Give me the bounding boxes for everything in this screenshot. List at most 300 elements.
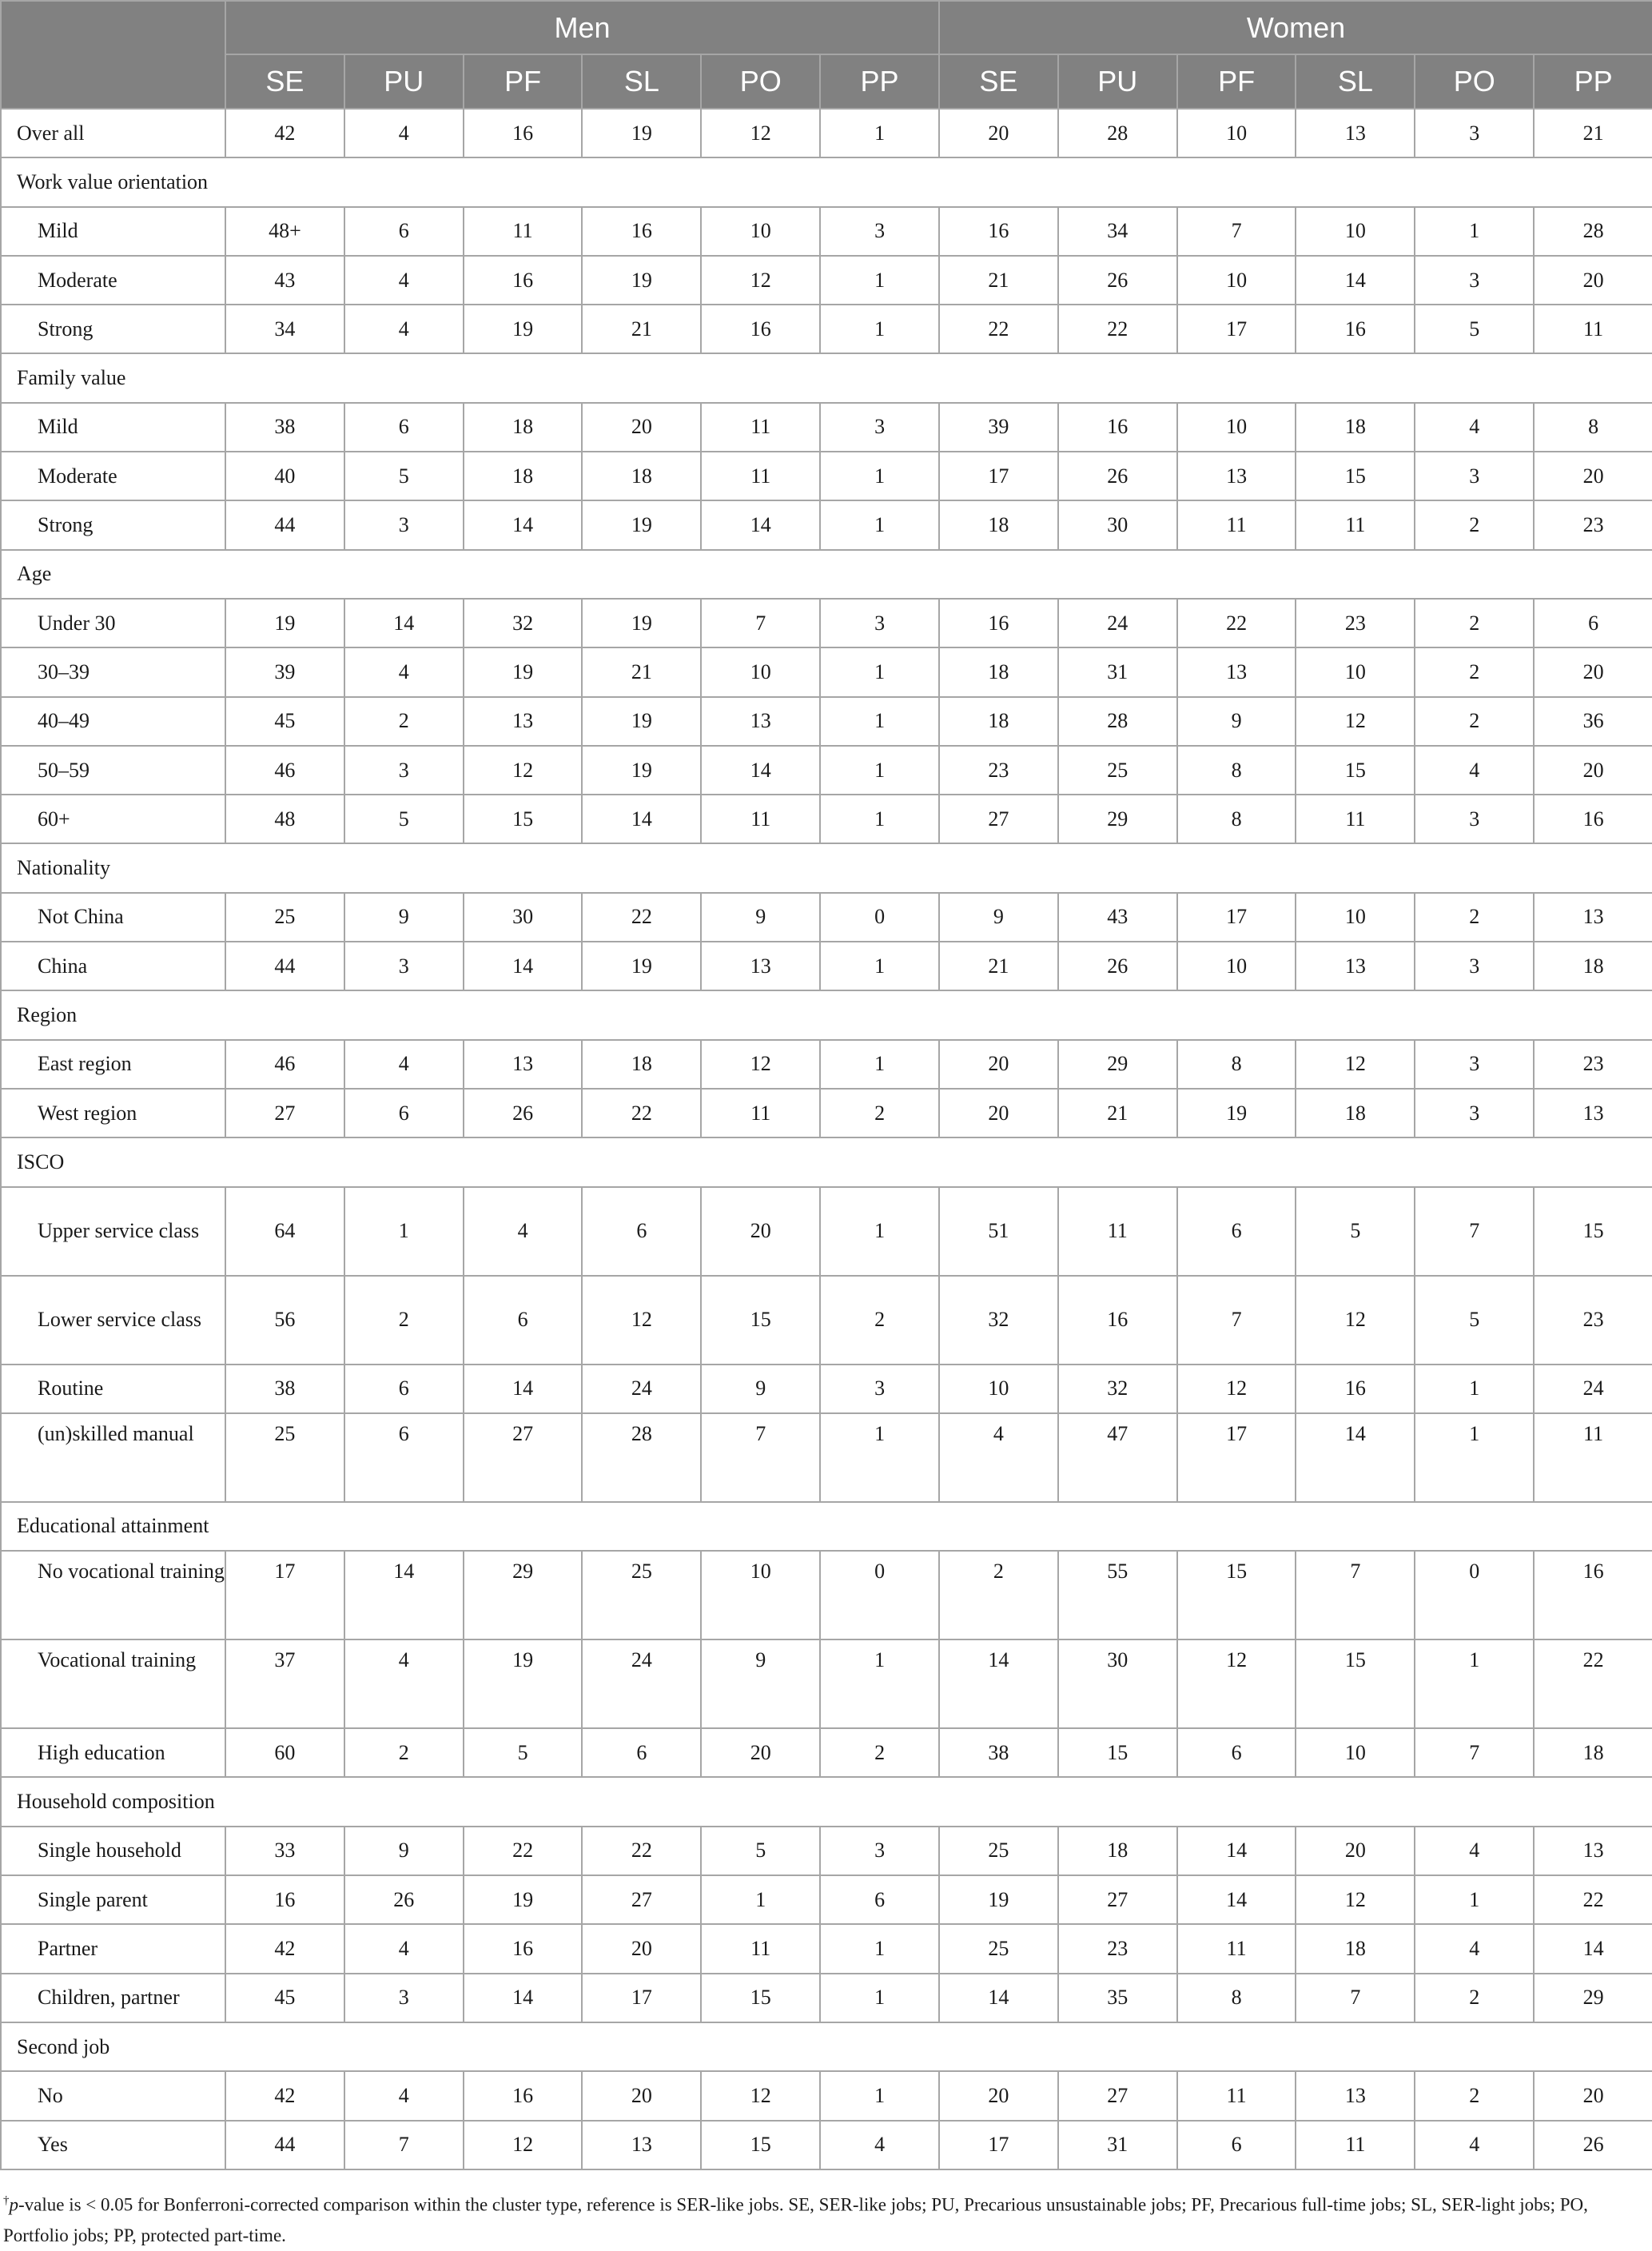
table-cell: 1 <box>344 1187 464 1276</box>
table-cell: 4 <box>344 305 464 353</box>
table-cell: 1 <box>820 256 939 305</box>
table-cell: 18 <box>582 452 701 500</box>
table-cell: 13 <box>464 697 583 746</box>
row-label: Not China <box>1 893 225 942</box>
table-cell: 10 <box>701 647 820 696</box>
table-cell: 4 <box>344 256 464 305</box>
table-cell: 20 <box>1534 452 1652 500</box>
table-cell: 26 <box>464 1089 583 1137</box>
table-cell: 7 <box>1415 1187 1534 1276</box>
table-cell: 1 <box>820 697 939 746</box>
table-cell: 26 <box>1058 942 1177 990</box>
section-label: Region <box>1 990 1652 1039</box>
table-row <box>1 647 1652 696</box>
table-cell: 19 <box>225 599 344 647</box>
table-cell: 11 <box>1177 2071 1296 2120</box>
table-cell: 19 <box>582 697 701 746</box>
table-cell: 46 <box>225 746 344 795</box>
table-cell: 4 <box>1415 1924 1534 1973</box>
table-cell: 30 <box>464 893 583 942</box>
table-cell: 4 <box>344 647 464 696</box>
table-cell: 22 <box>464 1827 583 1875</box>
table-cell: 10 <box>939 1365 1058 1413</box>
table-cell: 18 <box>1534 942 1652 990</box>
table-cell: 16 <box>1058 1276 1177 1365</box>
table-cell: 14 <box>1177 1827 1296 1875</box>
table-cell: 1 <box>820 1187 939 1276</box>
table-cell: 8 <box>1177 1040 1296 1089</box>
table-cell: 8 <box>1177 746 1296 795</box>
table-cell: 30 <box>1058 500 1177 549</box>
table-cell: 6 <box>820 1875 939 1924</box>
table-cell: 12 <box>701 109 820 157</box>
table-cell: 28 <box>1058 109 1177 157</box>
row-label: 30–39 <box>1 647 225 696</box>
header-column-row <box>1 54 1652 109</box>
table-cell: 5 <box>344 795 464 843</box>
table-cell: 13 <box>1177 452 1296 500</box>
row-label: Single household <box>1 1827 225 1875</box>
table-cell: 13 <box>1296 109 1415 157</box>
table-cell: 12 <box>464 746 583 795</box>
table-cell: 14 <box>464 942 583 990</box>
table-cell: 2 <box>1415 2071 1534 2120</box>
table-cell: 12 <box>701 2071 820 2120</box>
table-cell: 44 <box>225 942 344 990</box>
table-row <box>1 305 1652 353</box>
table-cell: 12 <box>1177 1639 1296 1728</box>
table-cell: 0 <box>820 1551 939 1639</box>
table-cell: 20 <box>939 1040 1058 1089</box>
table-cell: 12 <box>1296 1276 1415 1365</box>
table-cell: 13 <box>1534 893 1652 942</box>
table-cell: 20 <box>939 109 1058 157</box>
table-cell: 55 <box>1058 1551 1177 1639</box>
table-cell: 16 <box>701 305 820 353</box>
table-row <box>1 746 1652 795</box>
table-cell: 4 <box>344 1639 464 1728</box>
table-cell: 25 <box>939 1827 1058 1875</box>
header-column-pp-women: PP <box>1534 54 1652 109</box>
table-cell: 11 <box>1296 500 1415 549</box>
table-cell: 37 <box>225 1639 344 1728</box>
table-cell: 17 <box>1177 305 1296 353</box>
table-cell: 3 <box>820 207 939 256</box>
table-cell: 20 <box>1534 647 1652 696</box>
header-column-sl-women: SL <box>1296 54 1415 109</box>
table-cell: 19 <box>582 256 701 305</box>
header-column-pu-men: PU <box>344 54 464 109</box>
table-cell: 22 <box>1534 1875 1652 1924</box>
table-cell: 12 <box>701 1040 820 1089</box>
table-cell: 1 <box>820 1639 939 1728</box>
table-cell: 21 <box>582 305 701 353</box>
table-cell: 5 <box>1415 305 1534 353</box>
table-cell: 60 <box>225 1728 344 1777</box>
table-cell: 21 <box>939 942 1058 990</box>
table-cell: 11 <box>701 795 820 843</box>
table-cell: 39 <box>939 403 1058 452</box>
table-cell: 2 <box>1415 500 1534 549</box>
table-row <box>1 1728 1652 1777</box>
table-cell: 13 <box>701 942 820 990</box>
table-cell: 48 <box>225 795 344 843</box>
row-label: 40–49 <box>1 697 225 746</box>
table-cell: 1 <box>820 2071 939 2120</box>
table-cell: 25 <box>582 1551 701 1639</box>
table-cell: 14 <box>464 1365 583 1413</box>
table-cell: 42 <box>225 1924 344 1973</box>
table-cell: 16 <box>1296 305 1415 353</box>
table-cell: 20 <box>701 1187 820 1276</box>
table-cell: 16 <box>582 207 701 256</box>
table-row <box>1 452 1652 500</box>
table-cell: 15 <box>1534 1187 1652 1276</box>
table-cell: 16 <box>1296 1365 1415 1413</box>
table-cell: 1 <box>820 1413 939 1502</box>
table-cell: 38 <box>225 1365 344 1413</box>
table-cell: 20 <box>939 2071 1058 2120</box>
table-cell: 1 <box>820 1924 939 1973</box>
table-row <box>1 500 1652 549</box>
table-cell: 9 <box>701 1365 820 1413</box>
table-cell: 8 <box>1177 795 1296 843</box>
table-cell: 13 <box>1296 942 1415 990</box>
table-cell: 16 <box>464 109 583 157</box>
table-cell: 6 <box>344 207 464 256</box>
header-group-row <box>1 1 1652 54</box>
table-cell: 13 <box>1296 2071 1415 2120</box>
table-cell: 18 <box>1058 1827 1177 1875</box>
row-label: Under 30 <box>1 599 225 647</box>
table-cell: 7 <box>1415 1728 1534 1777</box>
table-cell: 22 <box>582 1827 701 1875</box>
table-header <box>1 1 1652 109</box>
table-row <box>1 403 1652 452</box>
row-label: Routine <box>1 1365 225 1413</box>
table-cell: 12 <box>1296 697 1415 746</box>
table-cell: 16 <box>464 2071 583 2120</box>
table-cell: 10 <box>1177 256 1296 305</box>
table-cell: 17 <box>939 2121 1058 2169</box>
table-cell: 19 <box>464 647 583 696</box>
table-cell: 11 <box>701 1924 820 1973</box>
table-cell: 18 <box>939 647 1058 696</box>
section-label: ISCO <box>1 1137 1652 1186</box>
table-cell: 48+ <box>225 207 344 256</box>
table-cell: 2 <box>1415 893 1534 942</box>
table-cell: 15 <box>701 1974 820 2022</box>
table-row <box>1 893 1652 942</box>
table-cell: 26 <box>1058 452 1177 500</box>
section-row <box>1 353 1652 402</box>
table-cell: 4 <box>344 1040 464 1089</box>
table-cell: 13 <box>582 2121 701 2169</box>
table-cell: 45 <box>225 697 344 746</box>
table-cell: 16 <box>225 1875 344 1924</box>
table-cell: 3 <box>344 942 464 990</box>
table-cell: 14 <box>464 500 583 549</box>
row-label: Partner <box>1 1924 225 1973</box>
table-cell: 12 <box>1296 1040 1415 1089</box>
table-cell: 4 <box>344 109 464 157</box>
table-cell: 14 <box>582 795 701 843</box>
table-cell: 5 <box>701 1827 820 1875</box>
table-cell: 12 <box>1296 1875 1415 1924</box>
table-cell: 17 <box>1177 1413 1296 1502</box>
table-cell: 22 <box>1534 1639 1652 1728</box>
header-column-po-men: PO <box>701 54 820 109</box>
table-cell: 13 <box>464 1040 583 1089</box>
table-cell: 20 <box>582 1924 701 1973</box>
table-cell: 1 <box>820 109 939 157</box>
table-cell: 23 <box>1058 1924 1177 1973</box>
table-cell: 14 <box>464 1974 583 2022</box>
table-cell: 5 <box>1296 1187 1415 1276</box>
table-cell: 2 <box>820 1728 939 1777</box>
table-cell: 2 <box>344 1276 464 1365</box>
table-cell: 1 <box>1415 1413 1534 1502</box>
row-label: Over all <box>1 109 225 157</box>
table-cell: 6 <box>1177 1728 1296 1777</box>
footnote-marker: † <box>3 2194 10 2207</box>
section-label: Work value orientation <box>1 157 1652 206</box>
table-cell: 34 <box>1058 207 1177 256</box>
table-cell: 18 <box>464 452 583 500</box>
table-cell: 20 <box>1534 2071 1652 2120</box>
table-cell: 45 <box>225 1974 344 2022</box>
table-cell: 21 <box>582 647 701 696</box>
table-cell: 16 <box>464 256 583 305</box>
row-label: Mild <box>1 403 225 452</box>
table-cell: 5 <box>344 452 464 500</box>
table-cell: 10 <box>1177 403 1296 452</box>
table-cell: 23 <box>1296 599 1415 647</box>
table-cell: 28 <box>1058 697 1177 746</box>
table-cell: 18 <box>1296 403 1415 452</box>
table-cell: 6 <box>344 403 464 452</box>
table-cell: 27 <box>464 1413 583 1502</box>
table-cell: 24 <box>1058 599 1177 647</box>
footnote-p-italic: p <box>9 2194 18 2215</box>
header-column-pf-women: PF <box>1177 54 1296 109</box>
table-cell: 4 <box>344 2071 464 2120</box>
row-label: East region <box>1 1040 225 1089</box>
section-row <box>1 1137 1652 1186</box>
table-cell: 3 <box>820 403 939 452</box>
table-cell: 4 <box>1415 403 1534 452</box>
table-cell: 10 <box>701 207 820 256</box>
table-cell: 19 <box>1177 1089 1296 1137</box>
table-cell: 38 <box>225 403 344 452</box>
table-cell: 29 <box>1534 1974 1652 2022</box>
table-cell: 47 <box>1058 1413 1177 1502</box>
table-cell: 17 <box>1177 893 1296 942</box>
table-row <box>1 1276 1652 1365</box>
row-label: Moderate <box>1 452 225 500</box>
table-cell: 2 <box>820 1089 939 1137</box>
table-cell: 3 <box>1415 452 1534 500</box>
table-cell: 7 <box>1296 1551 1415 1639</box>
table-cell: 27 <box>225 1089 344 1137</box>
table-cell: 18 <box>1296 1089 1415 1137</box>
table-row <box>1 1639 1652 1728</box>
table-cell: 20 <box>1296 1827 1415 1875</box>
table-row <box>1 1413 1652 1502</box>
table-cell: 1 <box>1415 1365 1534 1413</box>
table-cell: 24 <box>582 1639 701 1728</box>
table-cell: 2 <box>1415 1974 1534 2022</box>
table-cell: 38 <box>939 1728 1058 1777</box>
table-cell: 14 <box>701 500 820 549</box>
table-cell: 15 <box>1296 1639 1415 1728</box>
table-cell: 8 <box>1534 403 1652 452</box>
table-cell: 42 <box>225 2071 344 2120</box>
table-cell: 10 <box>1296 647 1415 696</box>
table-cell: 28 <box>582 1413 701 1502</box>
header-column-se-men: SE <box>225 54 344 109</box>
table-cell: 1 <box>820 746 939 795</box>
table-cell: 18 <box>939 500 1058 549</box>
table-cell: 2 <box>1415 647 1534 696</box>
table-cell: 11 <box>464 207 583 256</box>
table-cell: 18 <box>464 403 583 452</box>
table-cell: 3 <box>344 1974 464 2022</box>
table-cell: 44 <box>225 500 344 549</box>
row-label: Mild <box>1 207 225 256</box>
row-label: (un)skilled manual <box>1 1413 225 1502</box>
table-cell: 11 <box>1177 1924 1296 1973</box>
table-cell: 13 <box>701 697 820 746</box>
table-cell: 51 <box>939 1187 1058 1276</box>
table-cell: 15 <box>1058 1728 1177 1777</box>
table-cell: 3 <box>1415 942 1534 990</box>
table-cell: 9 <box>701 1639 820 1728</box>
table-cell: 16 <box>939 599 1058 647</box>
section-row <box>1 550 1652 599</box>
table-cell: 20 <box>701 1728 820 1777</box>
table-cell: 12 <box>582 1276 701 1365</box>
table-cell: 31 <box>1058 2121 1177 2169</box>
table-cell: 3 <box>1415 1089 1534 1137</box>
table-cell: 25 <box>939 1924 1058 1973</box>
table-cell: 1 <box>820 305 939 353</box>
table-cell: 6 <box>582 1728 701 1777</box>
row-label: Single parent <box>1 1875 225 1924</box>
table-row <box>1 1089 1652 1137</box>
table-cell: 15 <box>1296 452 1415 500</box>
table-cell: 2 <box>1415 599 1534 647</box>
table-cell: 32 <box>939 1276 1058 1365</box>
table-row <box>1 2121 1652 2169</box>
table-cell: 6 <box>464 1276 583 1365</box>
table-cell: 2 <box>344 1728 464 1777</box>
table-cell: 2 <box>939 1551 1058 1639</box>
table-cell: 1 <box>1415 1639 1534 1728</box>
table-row <box>1 1924 1652 1973</box>
table-cell: 36 <box>1534 697 1652 746</box>
table-cell: 5 <box>1415 1276 1534 1365</box>
table-cell: 1 <box>820 1040 939 1089</box>
section-label: Educational attainment <box>1 1502 1652 1551</box>
table-cell: 11 <box>1058 1187 1177 1276</box>
table-cell: 26 <box>1058 256 1177 305</box>
table-cell: 20 <box>582 2071 701 2120</box>
section-row <box>1 1777 1652 1826</box>
table-cell: 7 <box>1296 1974 1415 2022</box>
table-cell: 6 <box>1177 2121 1296 2169</box>
table-cell: 26 <box>1534 2121 1652 2169</box>
table-cell: 64 <box>225 1187 344 1276</box>
table-cell: 35 <box>1058 1974 1177 2022</box>
table-body <box>1 109 1652 2169</box>
table-cell: 43 <box>225 256 344 305</box>
table-cell: 10 <box>1296 1728 1415 1777</box>
table-cell: 7 <box>1177 207 1296 256</box>
section-row <box>1 157 1652 206</box>
table-cell: 17 <box>225 1551 344 1639</box>
table-cell: 6 <box>344 1413 464 1502</box>
table-cell: 6 <box>344 1365 464 1413</box>
table-cell: 23 <box>939 746 1058 795</box>
table-cell: 18 <box>1296 1924 1415 1973</box>
table-cell: 1 <box>1415 207 1534 256</box>
table-cell: 20 <box>939 1089 1058 1137</box>
table-row <box>1 207 1652 256</box>
header-column-pf-men: PF <box>464 54 583 109</box>
table-cell: 16 <box>464 1924 583 1973</box>
table-cell: 28 <box>1534 207 1652 256</box>
section-row <box>1 1502 1652 1551</box>
section-label: Age <box>1 550 1652 599</box>
header-group-men: Men <box>225 1 939 54</box>
table-cell: 22 <box>582 893 701 942</box>
table-cell: 15 <box>701 2121 820 2169</box>
table-cell: 23 <box>1534 1276 1652 1365</box>
table-cell: 9 <box>701 893 820 942</box>
table-cell: 20 <box>1534 746 1652 795</box>
table-cell: 22 <box>939 305 1058 353</box>
table-cell: 27 <box>582 1875 701 1924</box>
table-cell: 6 <box>344 1089 464 1137</box>
table-cell: 14 <box>939 1974 1058 2022</box>
table-cell: 7 <box>344 2121 464 2169</box>
table-cell: 4 <box>1415 746 1534 795</box>
table-cell: 12 <box>1177 1365 1296 1413</box>
table-cell: 3 <box>820 599 939 647</box>
table-cell: 29 <box>1058 1040 1177 1089</box>
table-cell: 2 <box>820 1276 939 1365</box>
table-cell: 56 <box>225 1276 344 1365</box>
table-cell: 23 <box>1534 1040 1652 1089</box>
table-row <box>1 1827 1652 1875</box>
table-cell: 10 <box>1296 893 1415 942</box>
table-cell: 16 <box>1534 1551 1652 1639</box>
table-cell: 15 <box>1177 1551 1296 1639</box>
table-cell: 14 <box>939 1639 1058 1728</box>
table-cell: 6 <box>1534 599 1652 647</box>
table-cell: 1 <box>820 452 939 500</box>
row-label: West region <box>1 1089 225 1137</box>
table-row <box>1 697 1652 746</box>
table-cell: 2 <box>1415 697 1534 746</box>
header-group-women: Women <box>939 1 1652 54</box>
table-cell: 17 <box>582 1974 701 2022</box>
table-cell: 33 <box>225 1827 344 1875</box>
table-cell: 27 <box>1058 2071 1177 2120</box>
table-cell: 8 <box>1177 1974 1296 2022</box>
table-cell: 1 <box>820 500 939 549</box>
